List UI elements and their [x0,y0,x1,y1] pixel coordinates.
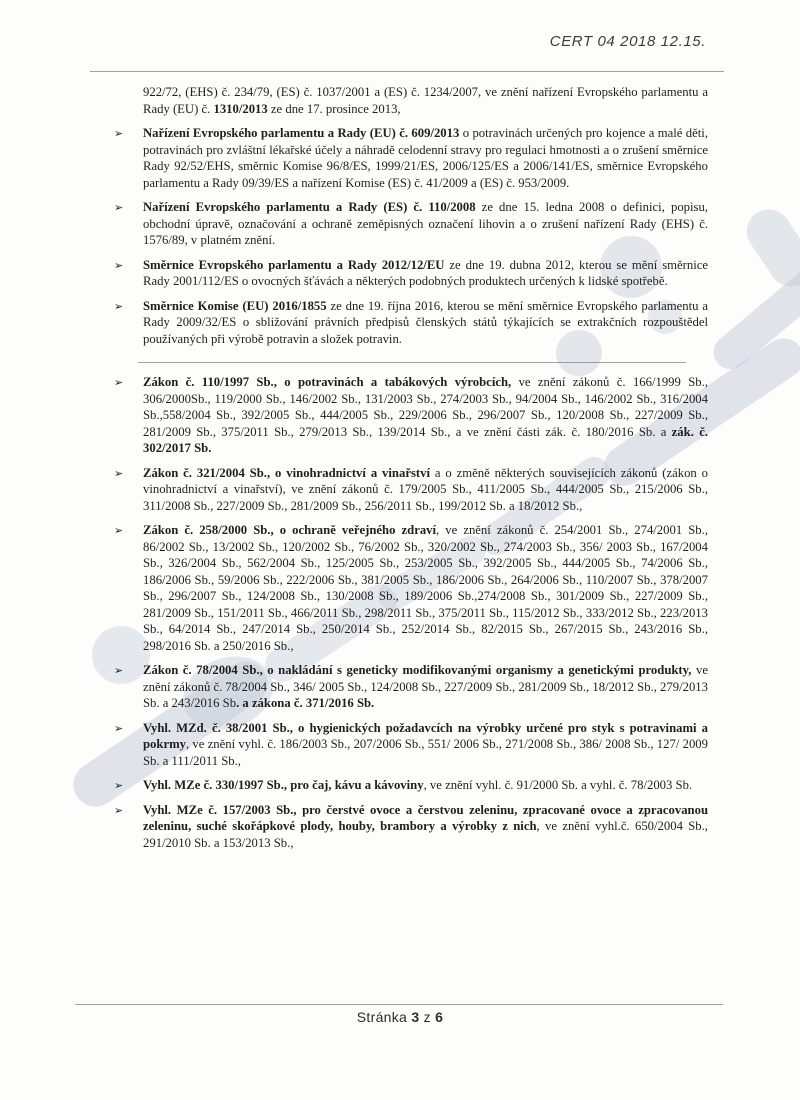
header-rule [90,71,724,72]
bullet-arrow-icon: ➢ [114,664,124,677]
document-code-header: CERT 04 2018 12.15. [549,33,706,50]
section-divider [138,362,686,363]
law-text: Zákon č. 78/2004 Sb., o nakládání s geneticky modifikovanými organismy a genetickými produkty, ve znění zákonů č. 78/2004 Sb., 346/ 2005 Sb., 124/2008 Sb., 227/2009 Sb., 281/2009 Sb., 18/2012 Sb., 279/2013 Sb. a 243/2016 Sb. a zákona č. 371/2016 Sb. [143,663,709,710]
law-text: Vyhl. MZe č. 330/1997 Sb., pro čaj, kávu a kávoviny, ve znění vyhl. č. 91/2000 Sb. a vyhl. č. 78/2003 Sb. [143,778,693,792]
paragraph-continuation: 922/72, (EHS) č. 234/79, (ES) č. 1037/2001 a (ES) č. 1234/2007, ve znění nařízení Evropského parlamentu a Rady (EU) č. 1310/2013 ze dne 17. prosince 2013, [143,85,708,116]
bullet-arrow-icon: ➢ [114,376,124,389]
regulation-text: Nařízení Evropského parlamentu a Rady (EU) č. 609/2013 o potravinách určených pro kojence a malé děti, potravinách pro zvláštní lékařské účely a náhradě celodenní stravy pro regulaci hmotnosti a o zrušení směrnice Rady 92/52/EHS, směrnic Komise 96/8/ES, 1999/21/ES, 2006/125/ES a 2006/141/ES, směrnice Evropského parlamentu a Rady 09/39/ES a nařízení Komise (ES) č. 41/2009 a (ES) č. 953/2009. [143,126,708,190]
bullet-arrow-icon: ➢ [114,466,124,480]
law-text: Zákon č. 110/1997 Sb., o potravinách a tabákových výrobcích, ve znění zákonů č. 166/1999 Sb., 306/2000Sb., 119/2000 Sb., 146/2002 Sb., 131/2003 Sb., 274/2003 Sb., 94/2004 Sb., 146/2002 Sb., 316/2004 Sb.,558/2004 Sb., 392/2005 Sb., 444/2005 Sb., 229/2006 Sb., 296/2007 Sb., 120/2008 Sb., 227/2009 Sb., 281/2009 Sb., 375/2011 Sb., 279/2013 Sb., 139/2014 Sb., a ve znění části zák. č. 180/2016 Sb. a zák. č. 302/2017 Sb. [143,375,708,455]
list-item [114,802,708,852]
bullet-arrow-icon: ➢ [114,299,124,313]
bullet-arrow-icon: ➢ [114,779,124,792]
list-item [114,465,708,515]
list-item [114,125,708,191]
bullet-arrow-icon: ➢ [114,524,124,537]
list-item [114,298,708,348]
footer-rule [75,1004,723,1005]
list-item [114,720,708,770]
bullet-arrow-icon: ➢ [114,721,124,735]
law-text: Vyhl. MZd. č. 38/2001 Sb., o hygienických požadavcích na výrobky určené pro styk s potravinami a pokrmy, ve znění vyhl. č. 186/2003 Sb., 207/2006 Sb., 551/ 2006 Sb., 271/2008 Sb., 386/ 2008 Sb., 127/ 2009 Sb. a 111/2011 Sb., [143,720,708,768]
list-item [114,522,708,654]
list-item [114,257,709,290]
list-item [114,199,708,249]
document-body [114,84,709,859]
bullet-arrow-icon: ➢ [114,127,124,140]
law-text: Zákon č. 258/2000 Sb., o ochraně veřejného zdraví, ve znění zákonů č. 254/2001 Sb., 274/2001 Sb., 86/2002 Sb., 13/2002 Sb., 120/2002 Sb., 76/2002 Sb., 320/2002 Sb., 274/2003 Sb., 356/ 2003 Sb., 167/2004 Sb., 326/2004 Sb., 562/2004 Sb., 125/2005 Sb., 253/2005 Sb., 392/2005 Sb., 444/2005 Sb., 74/2006 Sb., 186/2006 Sb., 59/2006 Sb., 222/2006 Sb., 381/2005 Sb., 186/2006 Sb., 264/2006 Sb., 110/2007 Sb., 378/2007 Sb., 296/2007 Sb., 124/2008 Sb., 130/2008 Sb., 189/2006 Sb.,274/2008 Sb., 301/2009 Sb., 227/2009 Sb., 281/2009 Sb., 151/2011 Sb., 466/2011 Sb., 298/2011 Sb., 375/2011 Sb., 115/2012 Sb., 333/2012 Sb., 223/2013 Sb., 64/2014 Sb., 247/2014 Sb., 250/2014 Sb., 252/2014 Sb., 82/2015 Sb., 267/2015 Sb., 243/2016 Sb., 298/2016 Sb. a 250/2016 Sb., [143,523,708,653]
list-item [114,374,708,457]
law-text: Zákon č. 321/2004 Sb., o vinohradnictví a vinařství a o změně některých souvisejících zákonů (zákon o vinohradnictví a vinařství), ve znění zákonů č. 179/2005 Sb., 411/2005 Sb., 444/2005 Sb., 215/2006 Sb., 311/2008 Sb., 227/2009 Sb., 281/2009 Sb., 256/2011 Sb., 199/2012 Sb. a 18/2012 Sb., [143,465,708,513]
page-number: Stránka 3 z 6 [356,1009,444,1025]
regulation-text: Nařízení Evropského parlamentu a Rady (ES) č. 110/2008 ze dne 15. ledna 2008 o definici, popisu, obchodní úpravě, označování a ochraně zeměpisných označení lihovin a o zrušení nařízení Rady (EHS) č. 1576/89, v platném znění. [143,200,708,247]
watermark-stroke [738,201,800,295]
list-item [114,662,709,712]
law-text: Vyhl. MZe č. 157/2003 Sb., pro čerstvé ovoce a čerstvou zeleninu, zpracované ovoce a zpracovanou zeleninu, suché skořápkové plody, houby, brambory a výrobky z nich, ve znění vyhl.č. 650/2004 Sb., 291/2010 Sb. a 153/2013 Sb., [143,802,708,850]
bullet-arrow-icon: ➢ [114,803,124,817]
bullet-arrow-icon: ➢ [114,201,124,214]
regulation-text: Směrnice Komise (EU) 2016/1855 ze dne 19. října 2016, kterou se mění směrnice Evropského parlamentu a Rady 2009/32/ES o sbližování právních předpisů členských států týkajících se extrakčních rozpouštědel používaných při výrobě potravin a složek potravin. [143,298,708,346]
bullet-arrow-icon: ➢ [114,258,124,272]
list-item [114,777,708,794]
regulation-text: Směrnice Evropského parlamentu a Rady 2012/12/EU ze dne 19. dubna 2012, kterou se mění směrnice Rady 2001/112/ES o ovocných šťávách a některých podobných produktech určených k lidské spotřebě. [143,257,709,288]
